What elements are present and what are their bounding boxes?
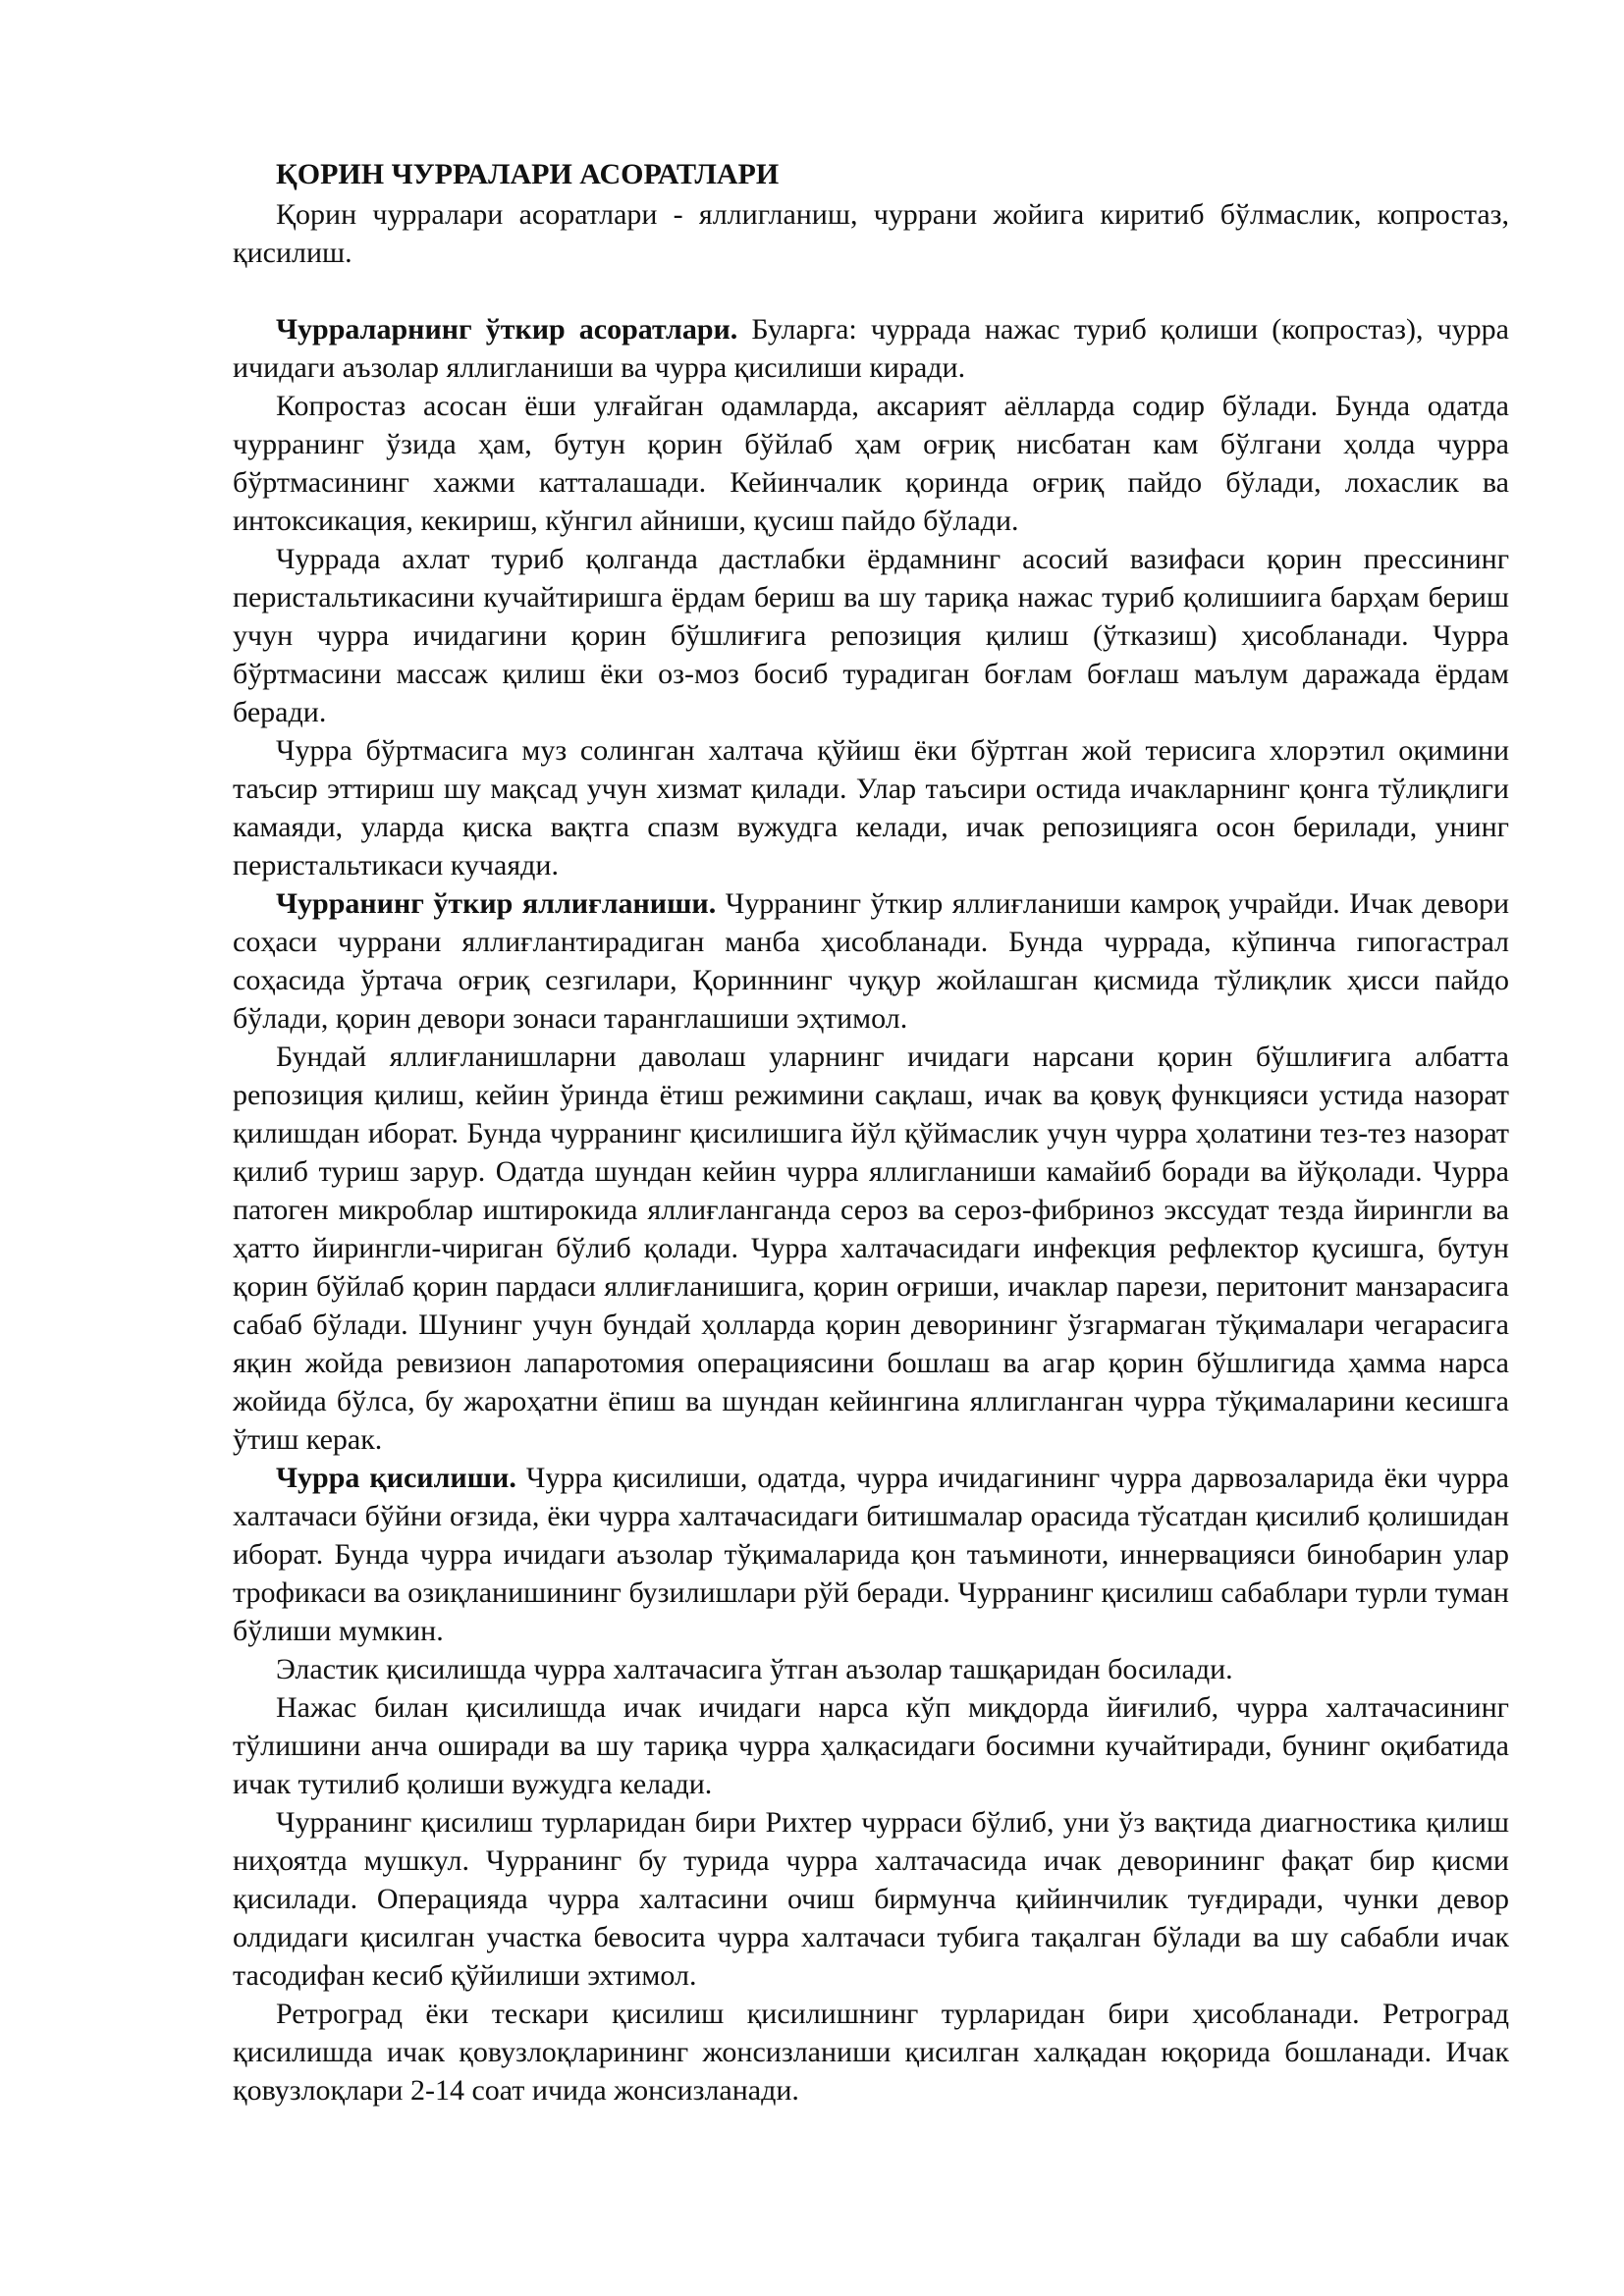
paragraph-lead: Чурранинг ўткир яллиғланиши. [276, 887, 717, 920]
paragraph-lead: Чурраларнинг ўткир асоратлари. [276, 313, 738, 346]
paragraph-text: Қорин чурралари асоратлари - яллигланиш, чуррани жойига киритиб бўлмаслик, копростаз, қисилиш. [233, 198, 1509, 269]
paragraph-text: Чуррада ахлат туриб қолганда дастлабки ёрдамнинг асосий вазифаси қорин прессининг перистальтикасини кучайтиришга ёрдам бериш ва шу тариқа нажас туриб қолишиига барҳам бериш учун чурра ичидагини қорин бўшлиғига репозиция қилиш (ўтказиш) ҳисобланади. Чурра бўртмасини массаж қилиш ёки оз-моз босиб турадиган боғлам боғлаш маълум даражада ёрдам беради. [233, 543, 1509, 728]
paragraph-lead: Чурра қисилиши. [276, 1462, 516, 1494]
paragraph-elastic [233, 1650, 1509, 1688]
paragraph-text: Чурранинг ўткир яллиғланиши камроқ учрайди. Ичак девори соҳаси чуррани яллиғлантирадиган манба ҳисобланади. Бунда чуррада, кўпинча гипогастрал соҳасида ўртача оғриқ сезгилари, Қориннинг чуқур жойлашган қисмида тўлиқлик ҳисси пайдо бўлади, қорин девори зонаси таранглашиши эҳтимол. [233, 887, 1509, 1035]
paragraph-acute-complications [233, 310, 1509, 387]
paragraph-intro [233, 195, 1509, 272]
paragraph-text: Чурра бўртмасига муз солинган халтача қўйиш ёки бўртган жой терисига хлорэтил оқимини таъсир эттириш шу мақсад учун хизмат қилади. Улар таъсири остида ичакларнинг қонга тўлиқлиги камаяди, уларда қиска вақтга спазм вужудга келади, ичак репозицияга осон берилади, унинг перистальтикаси кучаяди. [233, 734, 1509, 881]
paragraph-text: Бундай яллиғланишларни даволаш уларнинг ичидаги нарсани қорин бўшлиғига албатта репозиция қилиш, кейин ўринда ётиш режимини сақлаш, ичак ва қовуқ функцияси устида назорат қилишдан иборат. Бунда чурранинг қисилишига йўл қўймаслик учун чурра ҳолатини тез-тез назорат қилиб туриш зарур. Одатда шундан кейин чурра яллигланиши камайиб боради ва йўқолади. Чурра патоген микроблар иштирокида яллиғланганда сероз ва сероз-фибриноз экссудат тезда йирингли ва ҳатто йирингли-чириган бўлиб қолади. Чурра халтачасидаги инфекция рефлектор қусишга, бутун қорин бўйлаб қорин пардаси яллиғланишига, қорин оғриши, ичаклар парези, перитонит манзарасига сабаб бўлади. Шунинг учун бундай ҳолларда қорин деворининг ўзгармаган тўқималари чегарасига яқин жойда ревизион лапаротомия операциясини бошлаш ва агар қорин бўшлигида ҳамма нарса жойида бўлса, бу жароҳатни ёпиш ва шундан кейингина яллигланган чурра тўқималарини кесишга ўтиш керак. [233, 1041, 1509, 1456]
paragraph-first-aid [233, 540, 1509, 731]
paragraph-text: Нажас билан қисилишда ичак ичидаги нарса кўп миқдорда йиғилиб, чурра халтачасининг тўлишини анча оширади ва шу тариқа чурра ҳалқасидаги босимни кучайтиради, бунинг оқибатида ичак тутилиб қолиши вужудга келади. [233, 1691, 1509, 1800]
paragraph-text: Ретроград ёки тескари қисилиш қисилишнинг турларидан бири ҳисобланади. Ретроград қисилишда ичак қовузлоқларининг жонсизланиши қисилган халқадан юқорида бошланади. Ичак қовузлоқлари 2-14 соат ичида жонсизланади. [233, 1998, 1509, 2107]
paragraph-text: Буларга: чуррада нажас туриб қолиши (копростаз), чурра ичидаги аъзолар яллигланиши ва чурра қисилиши киради. [233, 313, 1509, 384]
paragraph-fecal [233, 1688, 1509, 1803]
paragraph-text: Чурранинг қисилиш турларидан бири Рихтер чурраси бўлиб, уни ўз вақтида диагностика қилиш ниҳоятда мушкул. Чурранинг бу турида чурра халтачасида ичак деворининг фақат бир қисми қисилади. Операцияда чурра халтасини очиш бирмунча қийинчилик туғдиради, чунки девор олдидаги қисилган участка бевосита чурра халтачаси тубига тақалган бўлади ва шу сабабли ичак тасодифан кесиб қўйилиши эхтимол. [233, 1806, 1509, 1992]
paragraph-coprostasis [233, 387, 1509, 540]
paragraph-strangulation [233, 1459, 1509, 1650]
paragraph-text: Копростаз асосан ёши улғайган одамларда, аксарият аёлларда содир бўлади. Бунда одатда чурранинг ўзида ҳам, бутун қорин бўйлаб ҳам оғриқ нисбатан кам бўлгани ҳолда чурра бўртмасининг хажми катталашади. Кейинчалик қоринда оғриқ пайдо бўлади, лохаслик ва интоксикация, кекириш, кўнгил айниши, қусиш пайдо бўлади. [233, 390, 1509, 537]
paragraph-text: Эластик қисилишда чурра халтачасига ўтган аъзолар ташқаридан босилади. [276, 1653, 1233, 1685]
paragraph-text: Чурра қисилиши, одатда, чурра ичидагининг чурра дарвозаларида ёки чурра халтачаси бўйни оғзида, ёки чурра халтачасидаги битишмалар орасида тўсатдан қисилиб қолишидан иборат. Бунда чурра ичидаги аъзолар тўқималарида қон таъминоти, иннервацияси бинобарин улар трофикаси ва озиқланишининг бузилишлари рўй беради. Чурранинг қисилиш сабаблари турли туман бўлиши мумкин. [233, 1462, 1509, 1647]
document-page [233, 155, 1509, 2109]
paragraph-retrograde [233, 1995, 1509, 2109]
paragraph-acute-inflammation [233, 884, 1509, 1038]
paragraph-ice-pack [233, 731, 1509, 884]
document-title: ҚОРИН ЧУРРАЛАРИ АСОРАТЛАРИ [276, 158, 780, 190]
paragraph-richter [233, 1803, 1509, 1995]
paragraph-treatment [233, 1038, 1509, 1459]
